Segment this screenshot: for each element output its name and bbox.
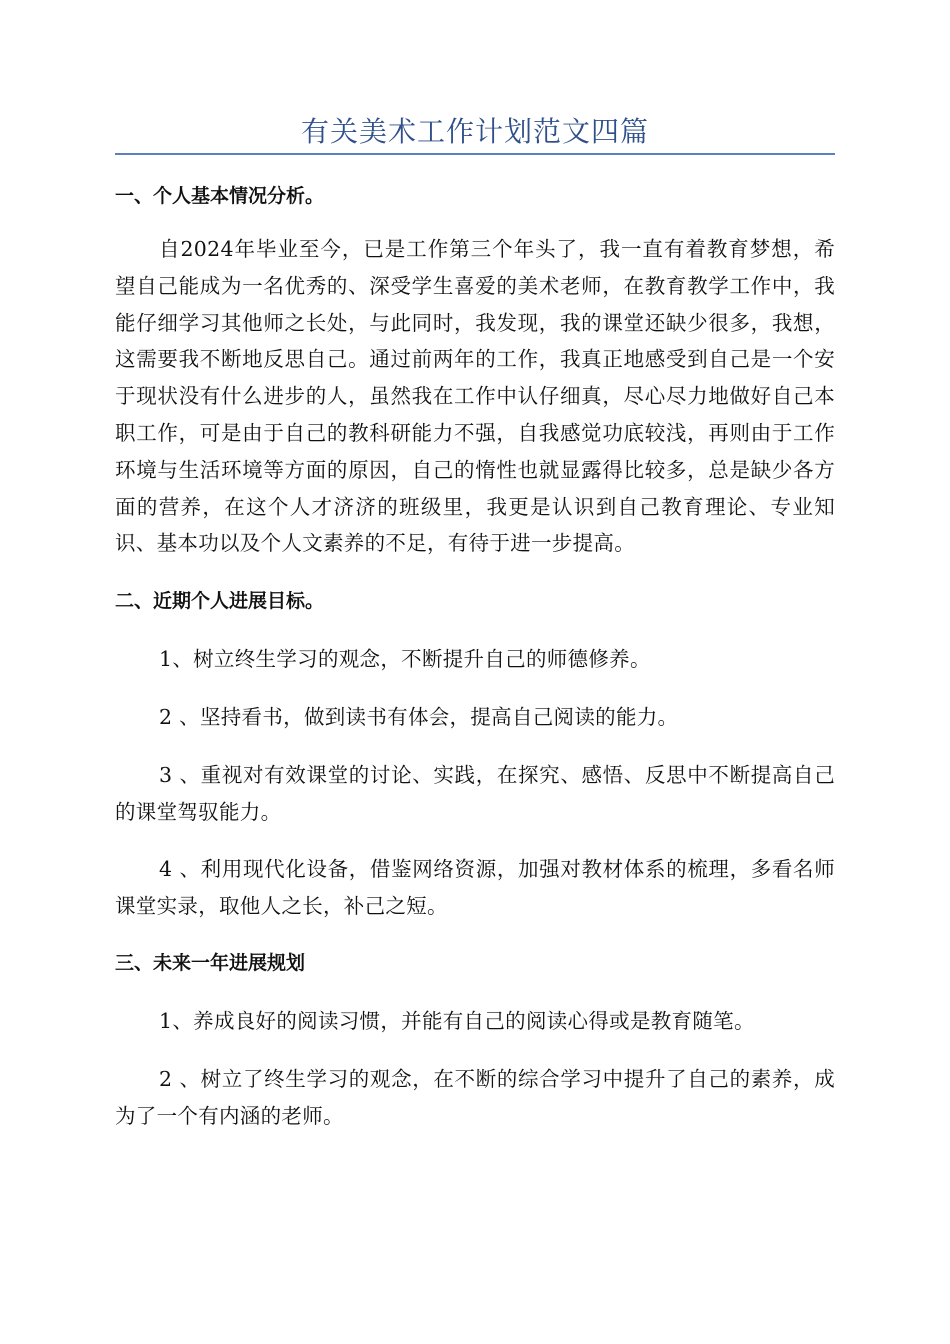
plan-item-2: 2 、树立了终生学习的观念，在不断的综合学习中提升了自己的素养，成为了一个有内涵的老师。 [115, 1066, 835, 1128]
goal-item-4: 4 、利用现代化设备，借鉴网络资源，加强对教材体系的梳理，多看名师课堂实录，取他人之长，补己之短。 [115, 857, 835, 919]
goal-item-1: 1、树立终生学习的观念，不断提升自己的师德修养。 [159, 647, 651, 672]
section-heading-2: 二、近期个人进展目标。 [115, 590, 325, 613]
section-1-paragraph: 自2024年毕业至今，已是工作第三个年头了，我一直有着教育梦想，希望自己能成为一名优秀的、深受学生喜爱的美术老师，在教育教学工作中，我能仔细学习其他师之长处，与此同时，我发现，我的课堂还缺少很多，我想，这需要我不断地反思自己。通过前两年的工作，我真正地感受到自己是一个安于现状没有什么进步的人，虽然我在工作中认仔细真，尽心尽力地做好自己本职工作，可是由于自己的教科研能力不强，自我感觉功底较浅，再则由于工作环境与生活环境等方面的原因，自己的惰性也就显露得比较多，总是缺少各方面的营养，在这个人才济济的班级里，我更是认识到自己教育理论、专业知识、基本功以及个人文素养的不足，有待于进一步提高。 [115, 237, 835, 556]
plan-item-1: 1、养成良好的阅读习惯，并能有自己的阅读心得或是教育随笔。 [159, 1008, 755, 1033]
section-heading-1: 一、个人基本情况分析。 [115, 185, 325, 207]
title-underline [115, 153, 835, 155]
goal-item-3: 3 、重视对有效课堂的讨论、实践，在探究、感悟、反思中不断提高自己的课堂驾驭能力。 [115, 762, 835, 824]
goal-item-2: 2 、坚持看书，做到读书有体会，提高自己阅读的能力。 [159, 704, 679, 729]
section-heading-3: 三、未来一年进展规划 [115, 951, 306, 974]
document-title: 有关美术工作计划范文四篇 [300, 115, 649, 148]
document-body [115, 178, 835, 1134]
